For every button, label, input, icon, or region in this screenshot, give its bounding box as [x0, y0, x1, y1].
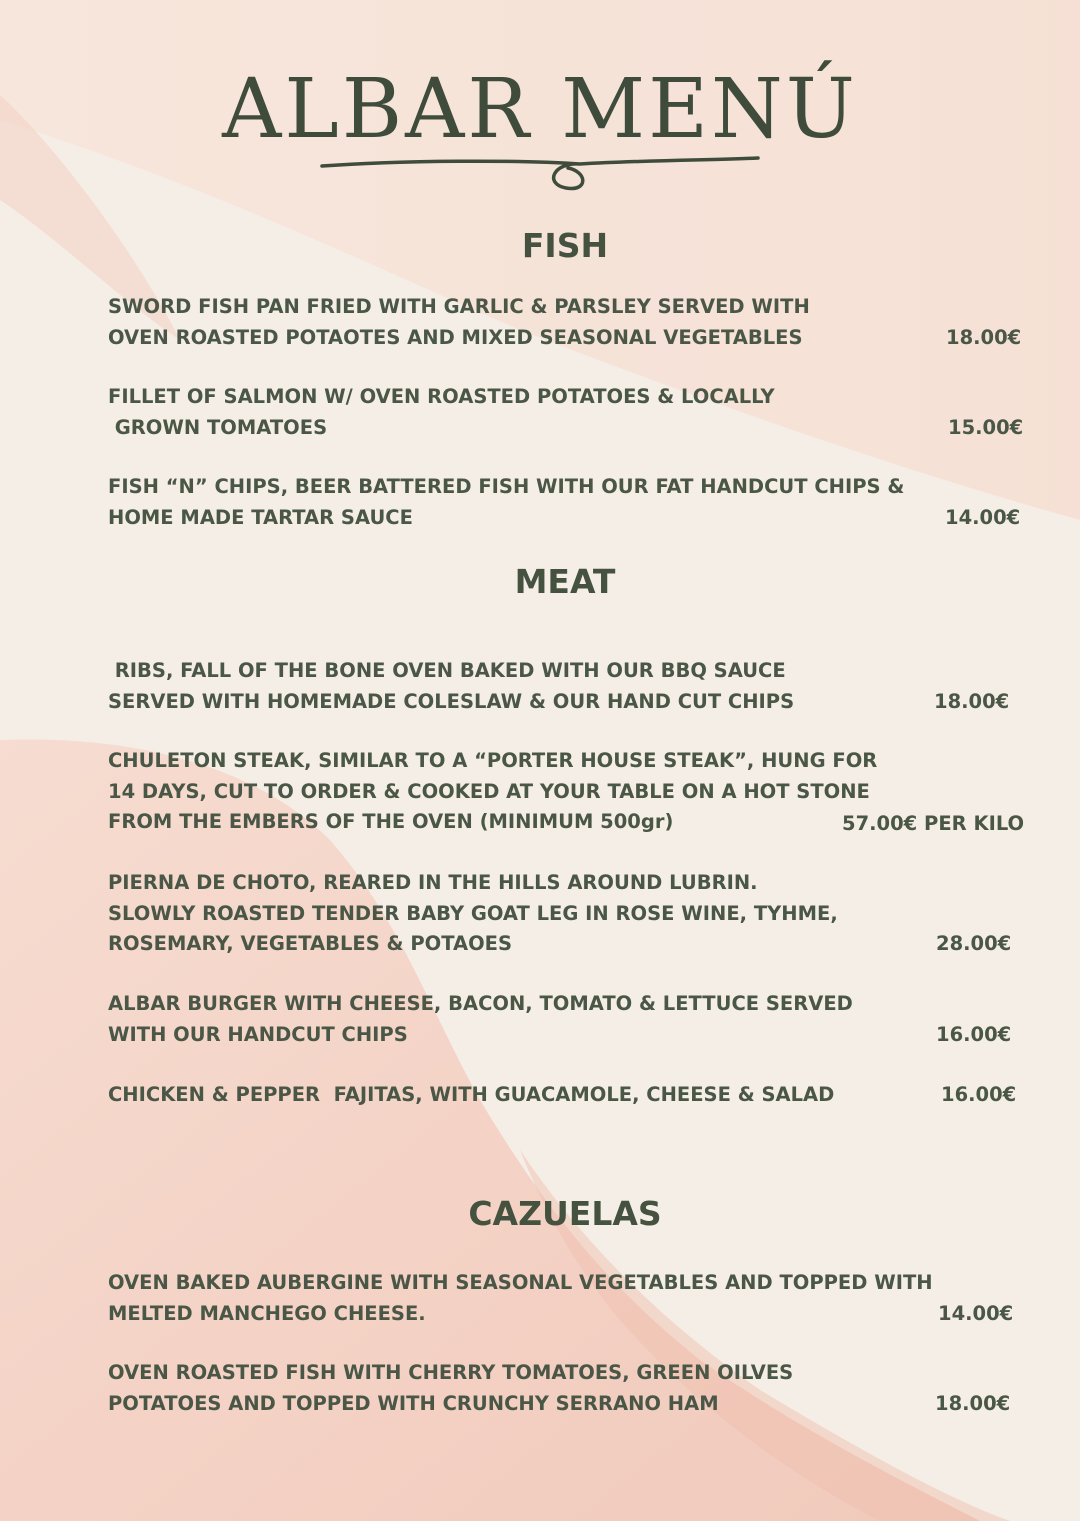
- item-description-line: CHICKEN & PEPPER FAJITAS, WITH GUACAMOLE, CHEESE & SALAD: [108, 1083, 835, 1106]
- item-description-line: PIERNA DE CHOTO, REARED IN THE HILLS AROUND LUBRIN.: [108, 871, 758, 894]
- item-description-line: HOME MADE TARTAR SAUCE: [108, 505, 413, 529]
- item-price: 16.00€: [936, 1023, 1012, 1046]
- item-price: 57.00€ PER KILO: [842, 812, 1025, 835]
- section-heading-fish: FISH: [521, 226, 609, 265]
- section-heading-cazuelas: CAZUELAS: [468, 1194, 662, 1233]
- item-description-line: RIBS, FALL OF THE BONE OVEN BAKED WITH OUR BBQ SAUCE: [108, 659, 786, 682]
- section-heading-meat: MEAT: [514, 562, 616, 601]
- item-description-line: FISH “N” CHIPS, BEER BATTERED FISH WITH OUR FAT HANDCUT CHIPS &: [108, 475, 905, 498]
- item-description-line: POTATOES AND TOPPED WITH CRUNCHY SERRANO HAM: [108, 1391, 719, 1415]
- item-description-line: WITH OUR HANDCUT CHIPS: [108, 1022, 408, 1046]
- item-description-line: MELTED MANCHEGO CHEESE.: [108, 1301, 426, 1325]
- item-description-line: OVEN BAKED AUBERGINE WITH SEASONAL VEGETABLES AND TOPPED WITH: [108, 1271, 933, 1294]
- item-price: 14.00€: [938, 1302, 1014, 1325]
- item-description-line: SERVED WITH HOMEMADE COLESLAW & OUR HAND CUT CHIPS: [108, 689, 795, 713]
- menu-item-ribs: [108, 656, 1028, 717]
- menu-item-swordfish: [108, 292, 1028, 353]
- item-description-line: FROM THE EMBERS OF THE OVEN (MINIMUM 500gr): [108, 810, 674, 833]
- item-description-line: FILLET OF SALMON W/ OVEN ROASTED POTATOES & LOCALLY: [108, 385, 775, 408]
- item-description-line: ROSEMARY, VEGETABLES & POTAOES: [108, 932, 513, 955]
- item-description-line: CHULETON STEAK, SIMILAR TO A “PORTER HOUSE STEAK”, HUNG FOR: [108, 749, 878, 772]
- title-flourish-divider: [318, 150, 763, 200]
- item-price: 18.00€: [946, 326, 1022, 349]
- item-price: 14.00€: [945, 506, 1021, 529]
- menu-item-salmon: [108, 382, 1028, 443]
- item-description-line: SLOWLY ROASTED TENDER BABY GOAT LEG IN ROSE WINE, TYHME,: [108, 901, 838, 925]
- menu-item-pierna-de-choto: [108, 868, 1028, 960]
- menu-title: ALBAR MENÚ: [222, 62, 858, 157]
- item-description-line: OVEN ROASTED FISH WITH CHERRY TOMATOES, GREEN OILVES: [108, 1361, 794, 1384]
- item-description-line: SWORD FISH PAN FRIED WITH GARLIC & PARSLEY SERVED WITH: [108, 295, 810, 318]
- item-price: 18.00€: [935, 1392, 1011, 1415]
- item-description-line: 14 DAYS, CUT TO ORDER & COOKED AT YOUR TABLE ON A HOT STONE: [108, 779, 870, 803]
- item-price: 18.00€: [934, 690, 1010, 713]
- item-price: 15.00€: [948, 416, 1024, 439]
- menu-item-chicken-fajitas: [108, 1080, 1028, 1111]
- item-description-line: OVEN ROASTED POTAOTES AND MIXED SEASONAL VEGETABLES: [108, 325, 803, 349]
- item-description-line: ALBAR BURGER WITH CHEESE, BACON, TOMATO & LETTUCE SERVED: [108, 992, 853, 1015]
- menu-item-fish-n-chips: [108, 472, 1028, 533]
- item-price: 16.00€: [941, 1083, 1017, 1106]
- item-price: 28.00€: [936, 932, 1012, 955]
- menu-item-oven-roasted-fish: [108, 1358, 1028, 1419]
- menu-item-albar-burger: [108, 989, 1028, 1050]
- menu-item-aubergine: [108, 1268, 1028, 1329]
- item-description-line: GROWN TOMATOES: [108, 415, 328, 439]
